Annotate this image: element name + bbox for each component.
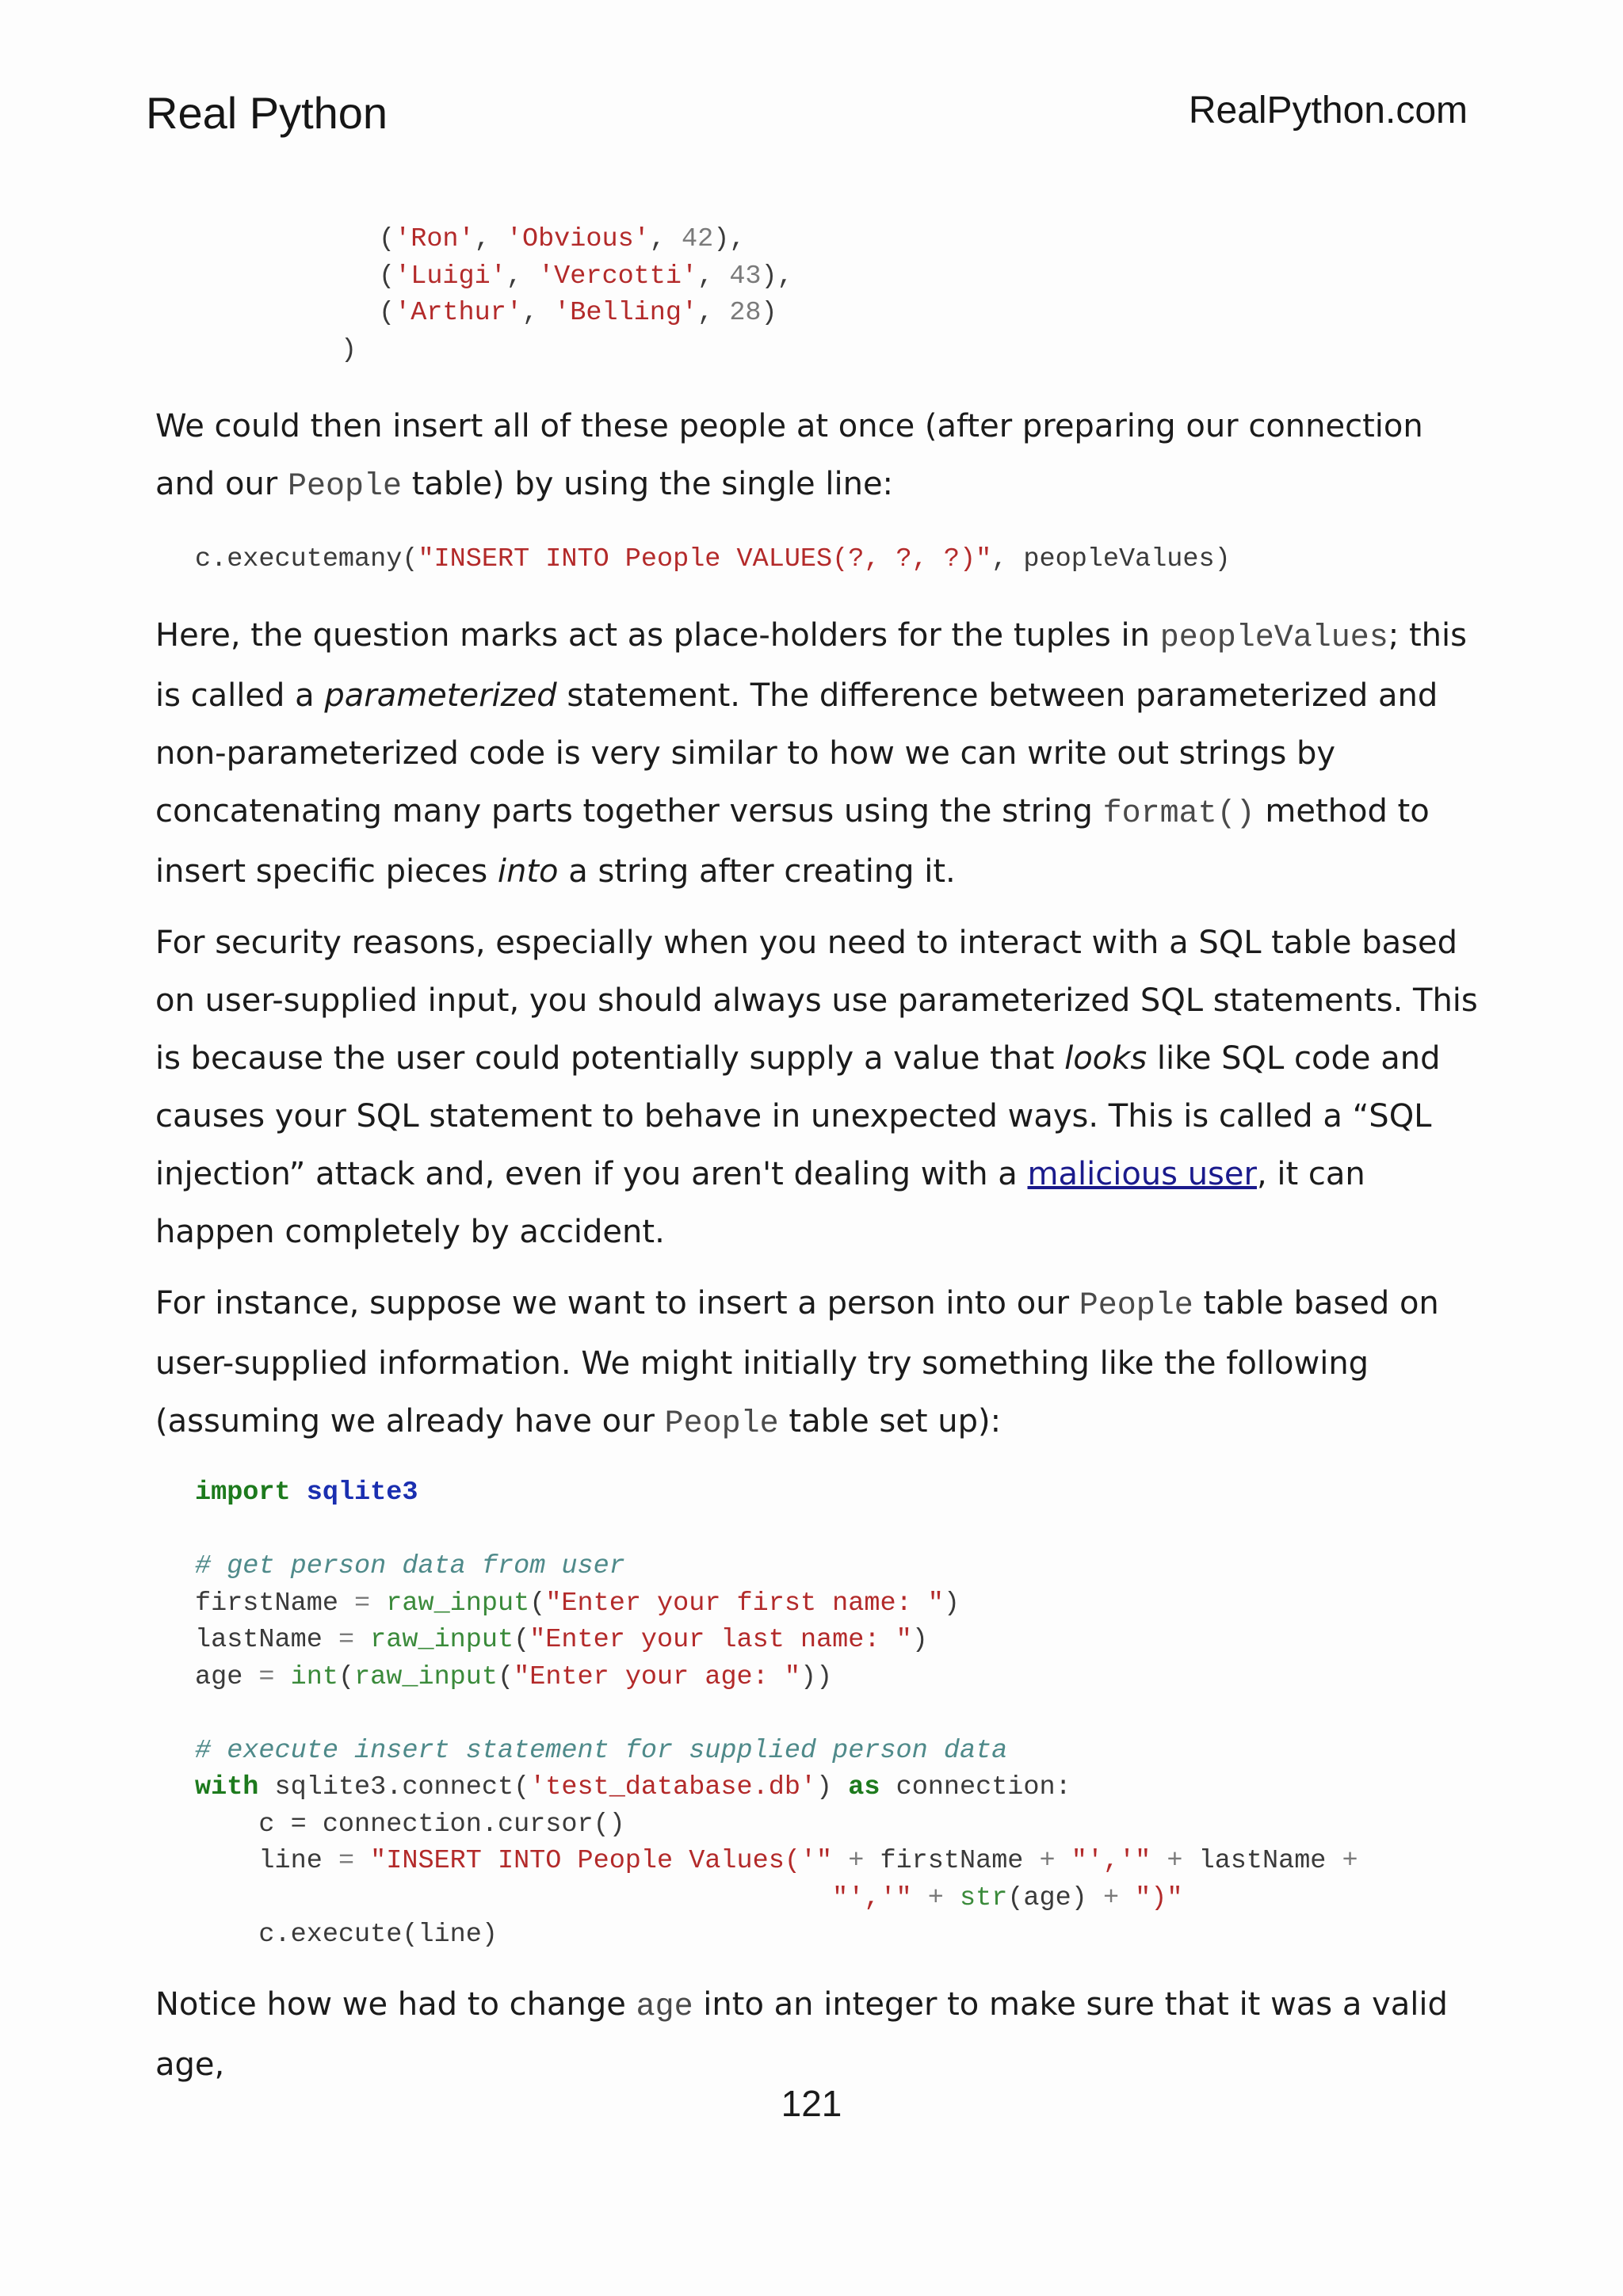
code-line: with sqlite3.connect('test_database.db') as connection: (195, 1772, 1071, 1802)
code-line: ('Arthur', 'Belling', 28) (379, 298, 777, 328)
code-line: firstName = raw_input("Enter your first name: ") (195, 1588, 960, 1619)
paragraph-parameterized: Here, the question marks act as place-holders for the tuples in peopleValues; this is called a parameterized statement. The difference between parameterized and non-parameterized code is very similar to how we can write out strings by concatenating many parts together versus using the string format() method to insert specific pieces into a string after creating it. (155, 617, 1467, 890)
code-line: "','" + str(age) + ")" (832, 1882, 1183, 1913)
code-block-sql-injection-example (195, 1474, 1358, 1954)
code-tuple-close: ) (341, 335, 357, 365)
code-line: age = int(raw_input("Enter your age: ")) (195, 1661, 833, 1692)
header-site-url: RealPython.com (1188, 90, 1468, 132)
code-line: import sqlite3 (195, 1478, 418, 1508)
code-line: ('Ron', 'Obvious', 42), (379, 224, 746, 254)
header-book-title: Real Python (146, 88, 388, 138)
paragraph-notice-age: Notice how we had to change age into an integer to make sure that it was a valid age, (155, 1986, 1448, 2083)
paragraph-security: For security reasons, especially when you need to interact with a SQL table based on user-supplied input, you should always use parameterized SQL statements. This is because the user could potentially supply a value that looks like SQL code and causes your SQL statement to behave in unexpected ways. This is called a “SQL injection” attack and, even if you aren't dealing with a malicious user, it can happen completely by accident. (155, 925, 1478, 1250)
code-executemany: c.executemany("INSERT INTO People VALUES(?, ?, ?)", peopleValues) (195, 544, 1231, 574)
paragraph-insert-all: We could then insert all of these people at once (after preparing our connection and our People table) by using the single line: (155, 408, 1423, 505)
code-line: c = connection.cursor() (195, 1809, 625, 1840)
code-line: lastName = raw_input("Enter your last name: ") (195, 1625, 928, 1655)
code-comment: # execute insert statement for supplied person data (195, 1735, 1008, 1766)
code-line: line = "INSERT INTO People Values('" + firstName + "','" + lastName + (195, 1846, 1358, 1876)
paragraph-for-instance: For instance, suppose we want to insert a person into our People table based on user-supplied information. We might initially try something like the following (assuming we already have our People table set up): (155, 1285, 1439, 1442)
page-number: 121 (781, 2083, 842, 2124)
code-line: ('Luigi', 'Vercotti', 43), (379, 261, 793, 292)
malicious-user-link[interactable]: malicious user (1027, 1156, 1257, 1192)
code-block-people-values (379, 221, 793, 332)
code-comment: # get person data from user (195, 1551, 625, 1581)
code-line: c.execute(line) (195, 1920, 498, 1950)
